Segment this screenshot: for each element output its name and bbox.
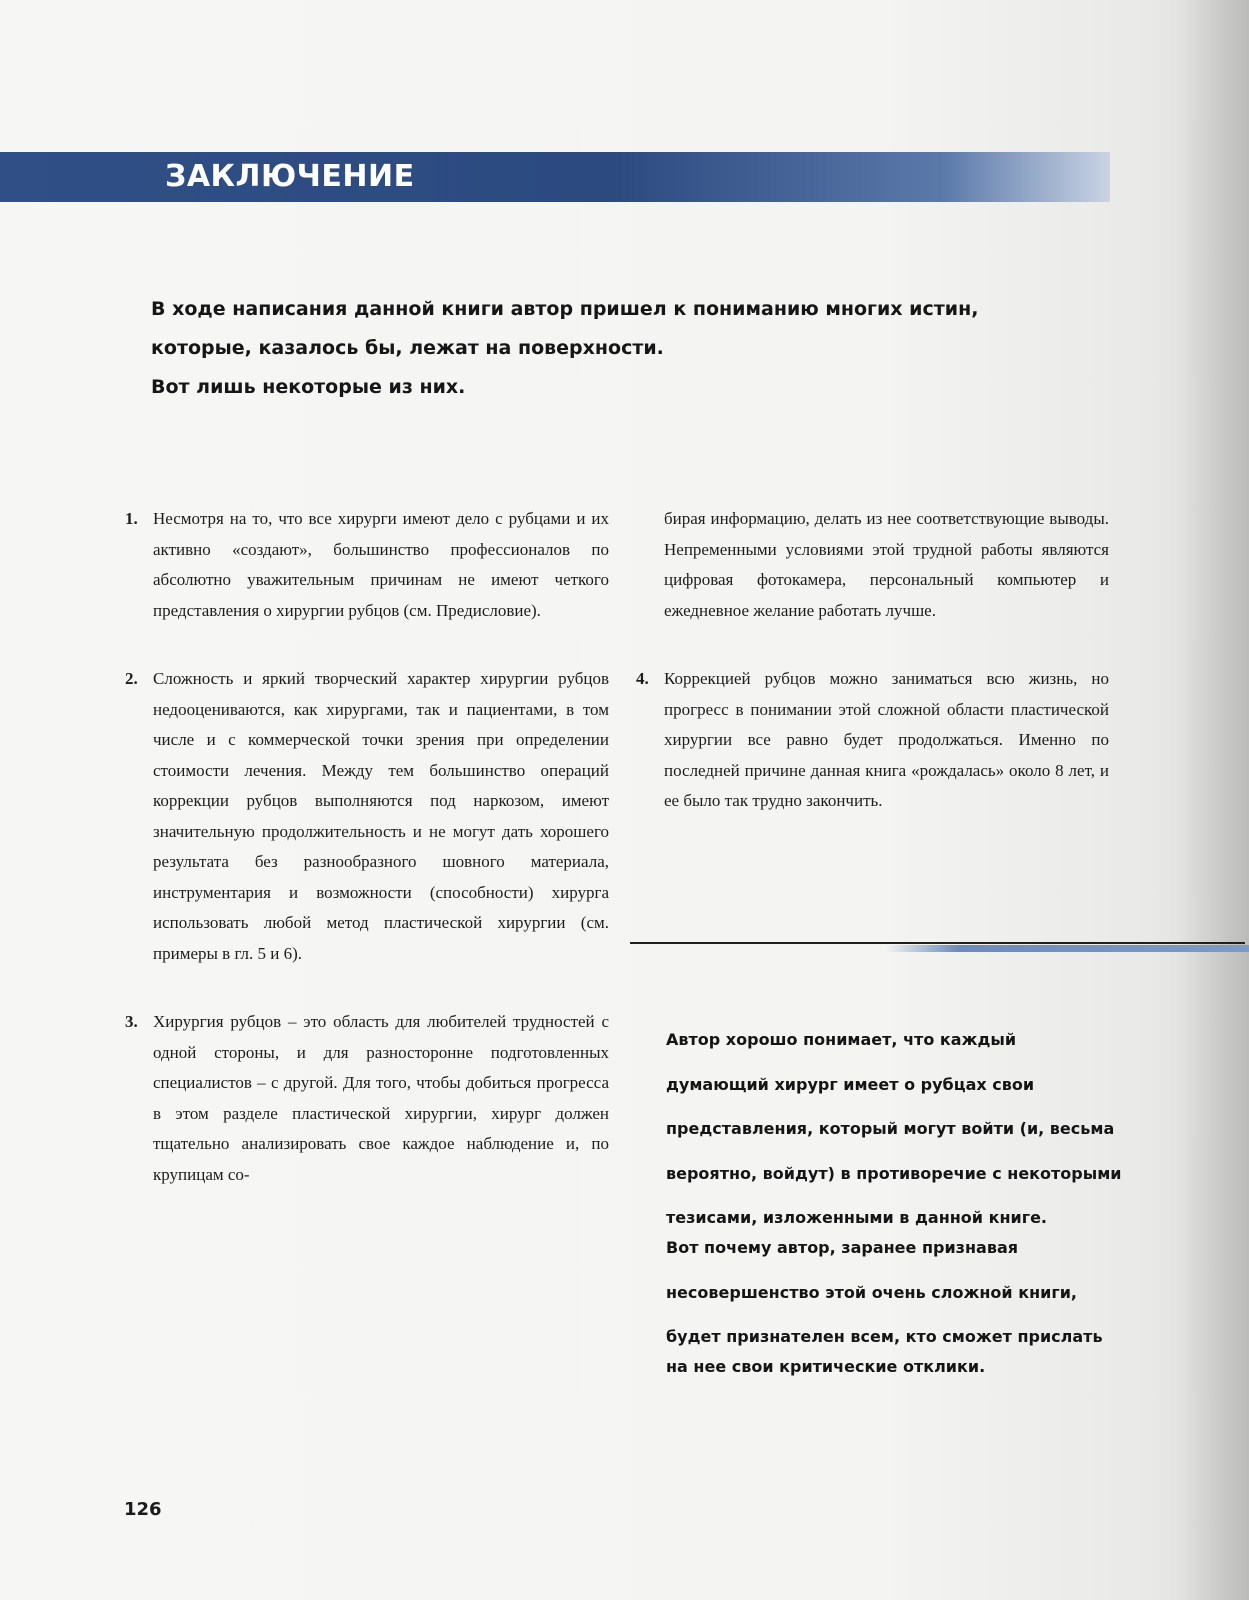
list-item-number: 2. [125,669,138,688]
list-item [125,504,609,626]
closing-note-line: вероятно, войдут) в противоречие с некоторыми [666,1163,1122,1183]
continued-text: бирая информацию, делать из нее соответствующие выводы. Непременными условиями этой трудной работы являются цифровая фотокамера, персональный компьютер и ежедневное желание работать лучше. [664,509,1109,620]
closing-note-line: на нее свои критические отклики. [666,1357,986,1376]
chapter-title: ЗАКЛЮЧЕНИЕ [165,159,415,194]
right-column [636,504,1109,817]
list-item [125,664,609,969]
intro-paragraph [151,290,1071,407]
closing-note-line: будет признателен всем, кто сможет прислать [666,1327,1103,1346]
closing-note-line: Автор хорошо понимает, что каждый [666,1030,1017,1049]
list-item-number: 4. [636,669,649,688]
list-item-text: Коррекцией рубцов можно заниматься всю жизнь, но прогресс в понимании этой сложной области пластической хирургии все равно будет продолжаться. Именно по последней причине данная книга «рождалась» около 8 лет, и ее было так трудно закончить. [664,669,1109,810]
gutter-shadow [1179,0,1249,1600]
intro-line: В ходе написания данной книги автор пришел к пониманию многих истин, [151,298,979,320]
list-item-number: 3. [125,1012,138,1031]
list-item-text: Несмотря на то, что все хирурги имеют дело с рубцами и их активно «создают», большинство профессионалов по абсолютно уважительным причинам не имеют четкого представления о хирургии рубцов (см. Предисловие). [153,509,609,620]
closing-note-line: Вот почему автор, заранее признавая [666,1238,1019,1257]
closing-note-line: думающий хирург имеет о рубцах свои [666,1074,1035,1094]
divider-accent [886,945,1249,952]
list-item-text: Хирургия рубцов – это область для любителей трудностей с одной стороны, и для разносторонне подготовленных специалистов – с другой. Для того, чтобы добиться прогресса в этом разделе пластической хирургии, хирург должен тщательно анализировать свое каждое наблюдение и, по крупицам со- [153,1012,609,1184]
left-column [125,504,609,1190]
intro-line: которые, казалось бы, лежат на поверхности. [151,337,664,359]
list-item-text: Сложность и яркий творческий характер хирургии рубцов недооцениваются, как хирургами, так и пациентами, в том числе и с коммерческой точки зрения при определении стоимости лечения. Между тем большинство операций коррекции рубцов выполняются под наркозом, имеют значительную продолжительность и не могут дать хорошего результата без разнообразного шовного материала, инструментария и возможности (способности) хирурга использовать любой метод пластической хирургии (см. примеры в гл. 5 и 6). [153,669,609,963]
closing-note [666,1027,1122,1399]
list-item [125,1007,609,1190]
list-item-number: 1. [125,509,138,528]
closing-note-line: тезисами, изложенными в данной книге. [666,1208,1047,1227]
closing-note-line: представления, который могут войти (и, весьма [666,1119,1115,1138]
intro-line: Вот лишь некоторые из них. [151,376,466,398]
list-item [636,664,1109,817]
closing-note-line: несовершенство этой очень сложной книги, [666,1282,1077,1302]
page-number: 126 [124,1499,162,1520]
